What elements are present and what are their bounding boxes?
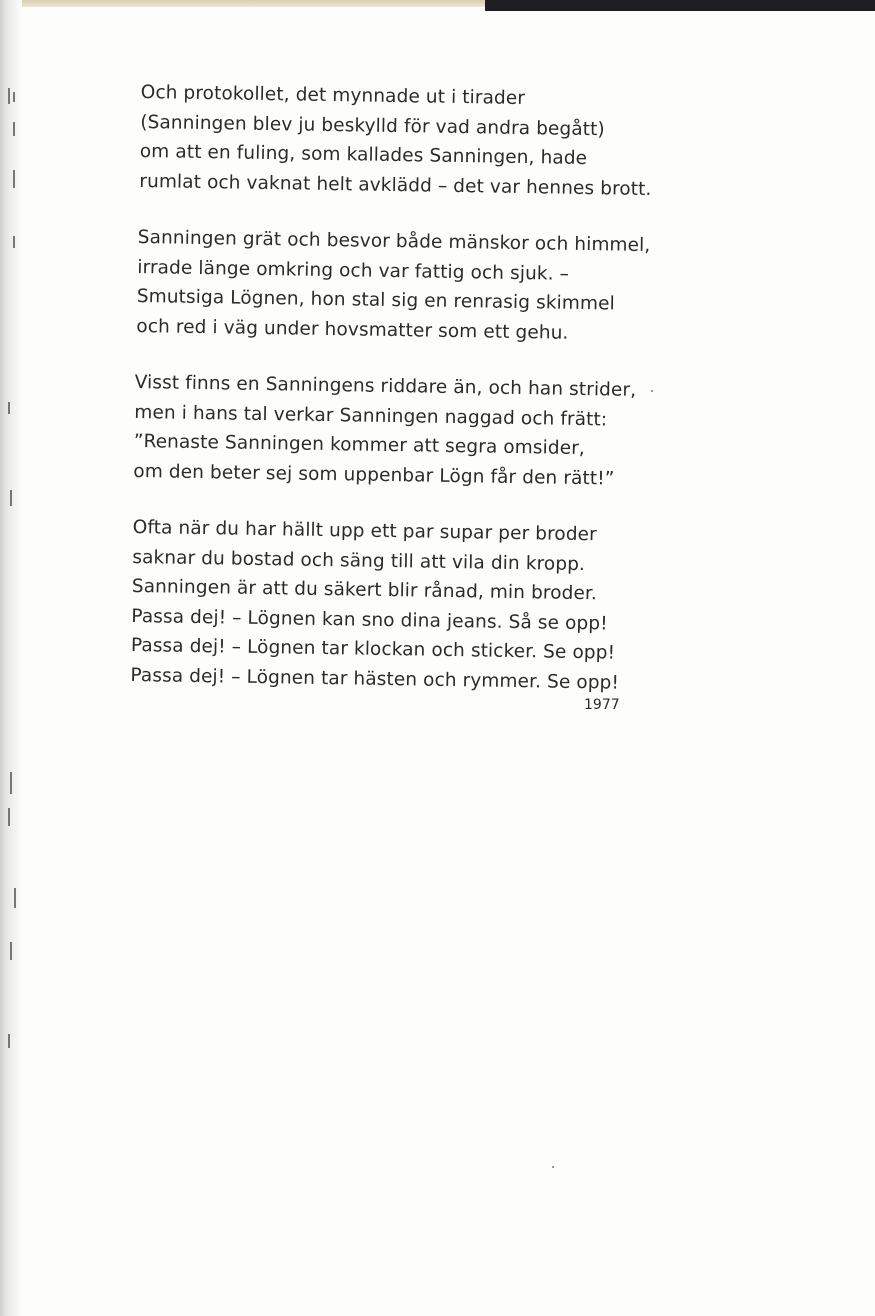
gutter-mark xyxy=(8,808,10,826)
poem-line: Sanningen är att du säkert blir rånad, min broder. xyxy=(131,575,598,605)
poem xyxy=(130,78,693,717)
stanza xyxy=(139,78,693,205)
poem-line: Passa dej! – Lögnen tar klockan och sticker. Se opp! xyxy=(130,634,616,664)
poem-line: Passa dej! – Lögnen kan sno dina jeans. Så se opp! xyxy=(131,605,608,634)
poem-line: rumlat och vaknat helt avklädd – det var hennes brott. xyxy=(139,170,652,200)
page-gutter xyxy=(0,0,22,1316)
gutter-mark xyxy=(13,92,15,102)
gutter-mark xyxy=(8,88,10,104)
poem-line: men i hans tal verkar Sanningen naggad och frätt: xyxy=(134,401,608,430)
poem-line: (Sanningen blev ju beskylld för vad andra begått) xyxy=(140,111,605,140)
poem-line: Sanningen grät och besvor både mänskor och himmel, xyxy=(137,226,651,257)
poem-line: om att en fuling, som kallades Sanningen, hade xyxy=(139,140,588,170)
stanza xyxy=(133,368,693,495)
stanza xyxy=(130,513,693,699)
poem-line: om den beter sej som uppenbar Lögn får den rätt!” xyxy=(133,460,615,490)
gutter-mark xyxy=(10,942,12,960)
gutter-mark xyxy=(8,402,10,414)
poem-line: ”Renaste Sanningen kommer att segra omsider, xyxy=(133,430,586,460)
poem-line: Och protokollet, det mynnade ut i tirader xyxy=(140,81,526,110)
gutter-mark xyxy=(10,490,12,506)
gutter-mark xyxy=(14,888,16,908)
poem-line: irrade länge omkring och var fattig och sjuk. – xyxy=(137,256,570,285)
gutter-mark xyxy=(13,236,15,248)
stanza xyxy=(136,223,693,350)
poem-line: Ofta när du har hällt upp ett par supar per broder xyxy=(132,516,597,546)
paper-speck xyxy=(651,390,653,392)
page-top-edge xyxy=(0,0,485,7)
gutter-mark xyxy=(13,170,15,188)
gutter-mark xyxy=(13,122,15,136)
gutter-mark xyxy=(10,772,12,794)
poem-line: och red i väg under hovsmatter som ett gehu. xyxy=(136,315,569,344)
poem-line: Smutsiga Lögnen, hon stal sig en renrasig skimmel xyxy=(136,285,615,315)
paper-speck xyxy=(552,1166,554,1168)
poem-line: Passa dej! – Lögnen tar hästen och rymmer. Se opp! xyxy=(130,664,620,694)
poem-year: 1977 xyxy=(584,697,620,713)
poem-line: saknar du bostad och säng till att vila din kropp. xyxy=(132,546,586,575)
scan-background-edge xyxy=(485,0,875,11)
gutter-mark xyxy=(8,1034,10,1048)
poem-line: Visst finns en Sanningens riddare än, och han strider, xyxy=(134,371,637,401)
